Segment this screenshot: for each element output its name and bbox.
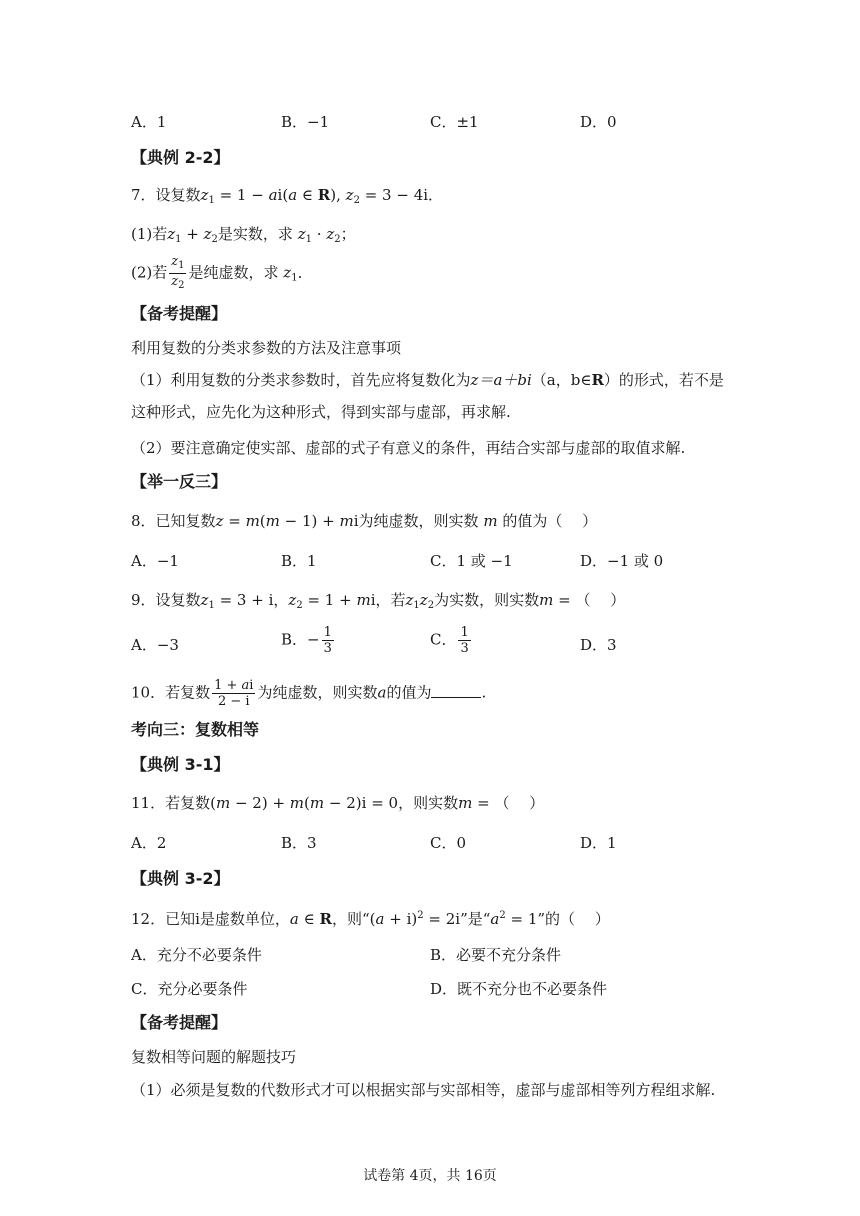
q8-option-c: C．1 或 −1 <box>430 552 513 570</box>
remind1-line0: 利用复数的分类求参数的方法及注意事项 <box>131 339 402 357</box>
q11-option-c: C．0 <box>430 834 467 852</box>
fraction: $\frac{z_1}{z_2}$ <box>171 254 185 291</box>
section-heading-3-1: 【典例 3-1】 <box>131 755 230 774</box>
answer-blank[interactable] <box>431 683 481 698</box>
q7-part2: (2)若 $\frac{z_1}{z_2}$ 是纯虚数，求 $z_1$． <box>131 254 313 291</box>
q11-stem: 11．若复数(m − 2) + m(m − 2)i = 0，则实数m = （ ） <box>131 794 545 812</box>
section-heading-kx3: 考向三：复数相等 <box>131 720 260 739</box>
q11-option-d: D．1 <box>580 834 617 852</box>
q6-option-c: C．±1 <box>430 113 479 131</box>
remind1-line2: 这种形式，应先化为这种形式，得到实部与虚部，再求解. <box>131 403 511 421</box>
q8-stem: 8．已知复数z = m(m − 1) + mi为纯虚数，则实数 m 的值为（ ） <box>131 512 598 530</box>
section-heading-2-2: 【典例 2-2】 <box>131 148 230 167</box>
q9-option-c: C． $\frac{1}{3}$ <box>430 625 469 656</box>
q12-option-c: C．充分必要条件 <box>131 980 248 998</box>
q7-stem: 7．设复数$z_1 = 1 - ai(a$ ∈ R), $z_2 = 3 - 4i$． <box>131 186 444 206</box>
q11-option-a: A．2 <box>131 834 167 852</box>
q12-option-b: B．必要不充分条件 <box>430 946 562 964</box>
q12-option-d: D．既不充分也不必要条件 <box>430 980 608 998</box>
remind-heading-2: 【备考提醒】 <box>131 1013 228 1032</box>
q8-option-a: A．−1 <box>131 552 179 570</box>
q11-option-b: B．3 <box>281 834 317 852</box>
q9-option-d: D．3 <box>580 636 617 654</box>
section-heading-jyfs: 【举一反三】 <box>131 472 228 491</box>
remind1-line3: （2）要注意确定使实部、虚部的式子有意义的条件，再结合实部与虚部的取值求解. <box>131 439 686 457</box>
q12-stem: 12．已知i是虚数单位，a ∈ R，则“$(a + i)^2 = 2i$”是“$a^2 = 1$”的（ ） <box>131 910 610 928</box>
q12-option-a: A．充分不必要条件 <box>131 946 262 964</box>
q8-option-d: D．−1 或 0 <box>580 552 664 570</box>
q6-option-a: A．1 <box>131 113 167 131</box>
page-footer: 试卷第 4页，共 16页 <box>363 1168 497 1184</box>
q9-stem: 9．设复数$z_1 = 3 + i$，$z_2 = 1$ + mi，若$z_1z_2$为实数，则实数m = （ ） <box>131 591 626 611</box>
q6-option-b: B．−1 <box>281 113 330 131</box>
q7-part1: (1)若$z_1 + z_2$是实数，求 $z_1 \cdot z_2$； <box>131 225 356 245</box>
q10-stem: 10．若复数 $\frac{1 + ai}{2 - i}$ 为纯虚数，则实数a的值为 . <box>131 678 487 709</box>
q9-option-b: B．− $\frac{1}{3}$ <box>281 625 332 656</box>
section-heading-3-2: 【典例 3-2】 <box>131 869 230 888</box>
fraction: $\frac{1}{3}$ <box>323 625 332 656</box>
remind1-line1: （1）利用复数的分类求参数时，首先应将复数化为z＝a＋bi（a，b∈R）的形式，若不是 <box>131 371 724 389</box>
remind2-line0: 复数相等问题的解题技巧 <box>131 1048 297 1066</box>
q9-option-a: A．−3 <box>131 636 179 654</box>
fraction: $\frac{1}{3}$ <box>460 625 469 656</box>
remind2-line1: （1）必须是复数的代数形式才可以根据实部与实部相等，虚部与虚部相等列方程组求解. <box>131 1081 716 1099</box>
fraction: $\frac{1 + ai}{2 - i}$ <box>214 678 254 709</box>
remind-heading-1: 【备考提醒】 <box>131 304 228 323</box>
q6-option-d: D．0 <box>580 113 617 131</box>
q8-option-b: B．1 <box>281 552 317 570</box>
